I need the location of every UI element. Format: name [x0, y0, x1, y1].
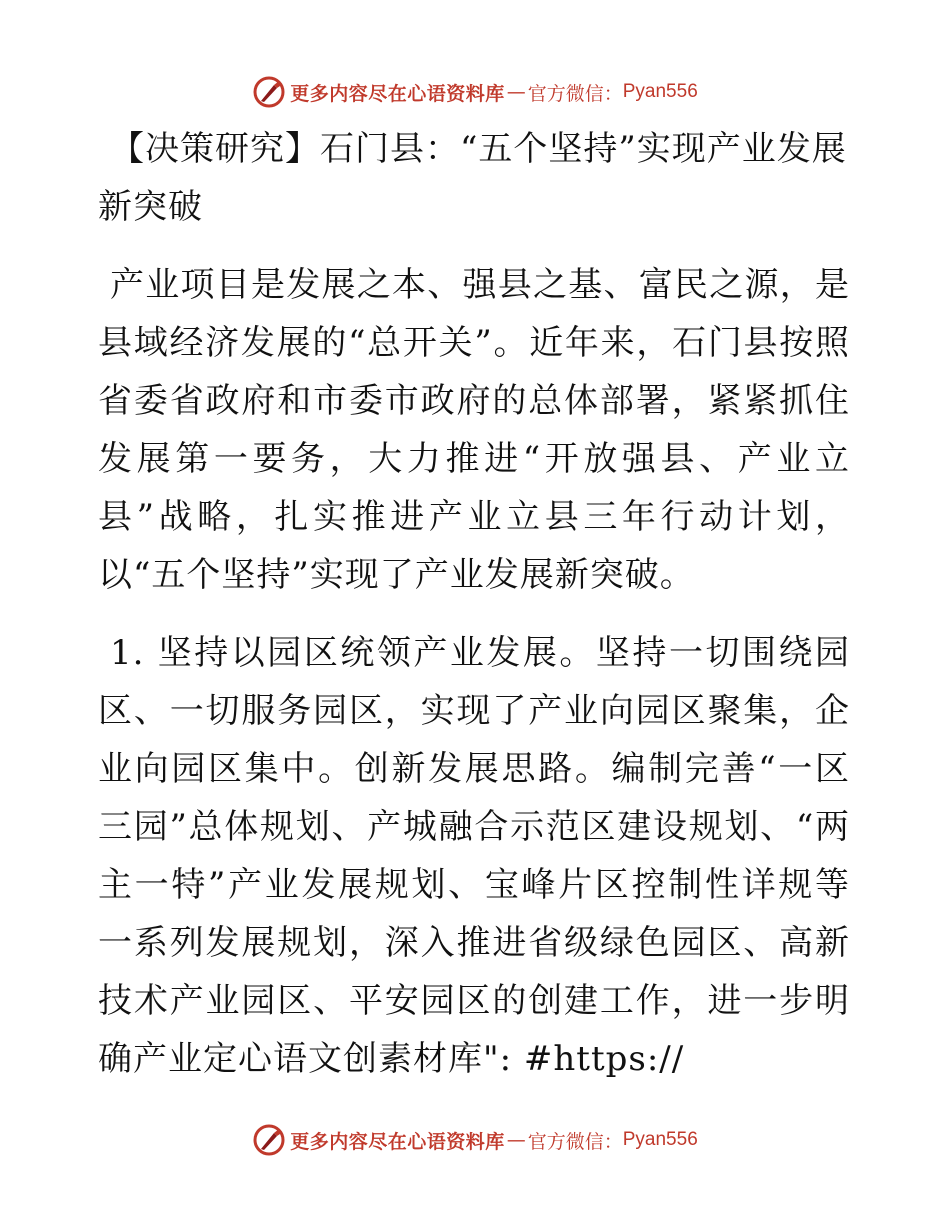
watermark-brand: 更多内容尽在心语资料库	[290, 82, 505, 105]
quill-logo-icon	[252, 75, 286, 109]
paragraph-point-1: 1. 坚持以园区统领产业发展。坚持一切围绕园区、一切服务园区，实现了产业向园区聚集，企业向园区集中。创新发展思路。编制完善“一区三园”总体规划、产城融合示范区建设规划、“两主一特”产业发展规划、宝峰片区控制性详规等一系列发展规划，深入推进省级绿色园区、高新技术产业园区、平安园区的创建工作，进一步明确产业定心语文创素材库": #https://	[98, 633, 850, 1079]
document-title: 【决策研究】石门县：“五个坚持”实现产业发展新突破	[98, 129, 847, 227]
watermark-contact-label: 官方微信：	[527, 82, 623, 105]
watermark-wechat-id: Pyan556	[622, 1129, 698, 1150]
watermark-separator: —	[506, 81, 526, 103]
watermark-contact-label: 官方微信：	[527, 1130, 623, 1153]
document-body	[98, 120, 850, 1088]
quill-logo-icon	[252, 1123, 286, 1157]
watermark-separator: —	[506, 1129, 526, 1151]
watermark-header	[0, 72, 950, 112]
watermark-wechat-id: Pyan556	[622, 81, 698, 102]
watermark-footer	[0, 1120, 950, 1160]
paragraph-intro: 产业项目是发展之本、强县之基、富民之源，是县域经济发展的“总开关”。近年来，石门县按照省委省政府和市委市政府的总体部署，紧紧抓住发展第一要务，大力推进“开放强县、产业立县”战略，扎实推进产业立县三年行动计划，以“五个坚持”实现了产业发展新突破。	[98, 265, 850, 595]
watermark-brand: 更多内容尽在心语资料库	[290, 1130, 505, 1153]
